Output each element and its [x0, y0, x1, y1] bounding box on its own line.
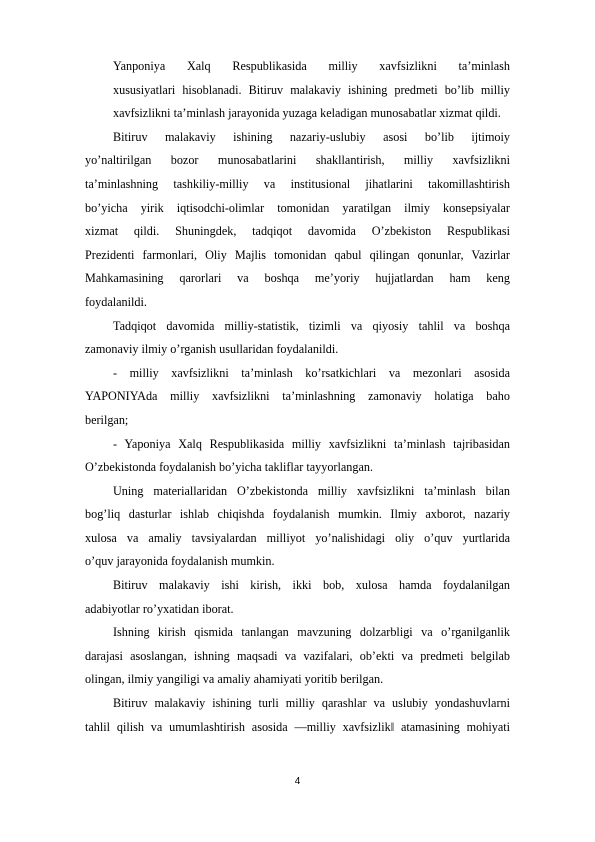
paragraph-line: xizmat qildi. Shuningdek, tadqiqot davomida O’zbekiston Respublikasi: [85, 224, 510, 239]
paragraph-7: [85, 574, 510, 621]
paragraph-line: Mahkamasining qarorlari va boshqa me’yoriy hujjatlardan ham keng: [85, 271, 510, 286]
paragraph-line: ta’minlashning tashkiliy-milliy va institusional jihatlarini takomillashtirish: [85, 176, 510, 191]
paragraph-line: Tadqiqot davomida milliy-statistik, tizimli va qiyosiy tahlil va boshqa: [113, 318, 510, 333]
paragraph-4: [85, 362, 510, 433]
paragraph-8: [85, 621, 510, 692]
paragraph-line: xususiyatlari hisoblanadi. Bitiruv malakaviy ishining predmeti bo’lib milliy: [113, 82, 510, 97]
paragraph-line: bog’liq dasturlar ishlab chiqishda foydalanish mumkin. Ilmiy axborot, nazariy: [85, 507, 510, 522]
page-number: 4: [294, 776, 301, 787]
paragraph-line: berilgan;: [85, 412, 129, 427]
paragraph-line: O’zbekistonda foydalanish bo’yicha takliflar tayyorlangan.: [85, 460, 374, 475]
paragraph-line: adabiyotlar ro’yxatidan iborat.: [85, 601, 234, 616]
page-body: [85, 55, 510, 739]
paragraph-line: Bitiruv malakaviy ishining turli milliy qarashlar va uslubiy yondashuvlarni: [113, 696, 510, 711]
paragraph-line: Uning materiallaridan O’zbekistonda milliy xavfsizlikni ta’minlash bilan: [113, 483, 510, 498]
paragraph-line: bo’yicha yirik iqtisodchi-olimlar tomonidan yaratilgan ilmiy konsepsiyalar: [85, 200, 510, 215]
paragraph-line: foydalanildi.: [85, 294, 147, 309]
paragraph-1: [113, 55, 510, 126]
paragraph-9: [85, 692, 510, 739]
paragraph-line: zamonaviy ilmiy o’rganish usullaridan foydalanildi.: [85, 342, 339, 357]
paragraph-2: [85, 126, 510, 315]
paragraph-line: xavfsizlikni ta’minlash jarayonida yuzaga keladigan munosabatlar xizmat qildi.: [113, 106, 501, 121]
paragraph-line: Bitiruv malakaviy ishining nazariy-uslubiy asosi bo’lib ijtimoiy: [113, 129, 510, 144]
paragraph-line: Prezidenti farmonlari, Oliy Majlis tomonidan qabul qilingan qonunlar, Vazirlar: [85, 247, 510, 262]
paragraph-line: YAPONIYAda milliy xavfsizlikni ta’minlashning zamonaviy holatiga baho: [85, 389, 510, 404]
paragraph-6: [85, 480, 510, 574]
paragraph-line: darajasi asoslangan, ishning maqsadi va vazifalari, ob’ekti va predmeti belgilab: [85, 648, 510, 663]
paragraph-5: [85, 433, 510, 480]
paragraph-line: yo’naltirilgan bozor munosabatlarini shakllantirish, milliy xavfsizlikni: [85, 153, 510, 168]
paragraph-line: Bitiruv malakaviy ishi kirish, ikki bob, xulosa hamda foydalanilgan: [113, 578, 510, 593]
paragraph-line: Ishning kirish qismida tanlangan mavzuning dolzarbligi va o’rganilganlik: [113, 625, 510, 640]
paragraph-line: olingan, ilmiy yangiligi va amaliy ahamiyati yoritib berilgan.: [85, 672, 384, 687]
paragraph-3: [85, 315, 510, 362]
paragraph-line: Yanponiya Xalq Respublikasida milliy xavfsizlikni ta’minlash: [113, 59, 510, 73]
paragraph-line: o’quv jarayonida foydalanish mumkin.: [85, 554, 275, 569]
paragraph-line: - milliy xavfsizlikni ta’minlash ko’rsatkichlari va mezonlari asosida: [113, 365, 510, 380]
paragraph-line: - Yaponiya Xalq Respublikasida milliy xavfsizlikni ta’minlash tajribasidan: [113, 436, 510, 451]
paragraph-line: tahlil qilish va umumlashtirish asosida ―milliy xavfsizlik‖ atamasining mohiyati: [85, 719, 510, 734]
paragraph-line: xulosa va amaliy tavsiyalardan milliyot yo’nalishidagi oliy o’quv yurtlarida: [85, 530, 510, 545]
